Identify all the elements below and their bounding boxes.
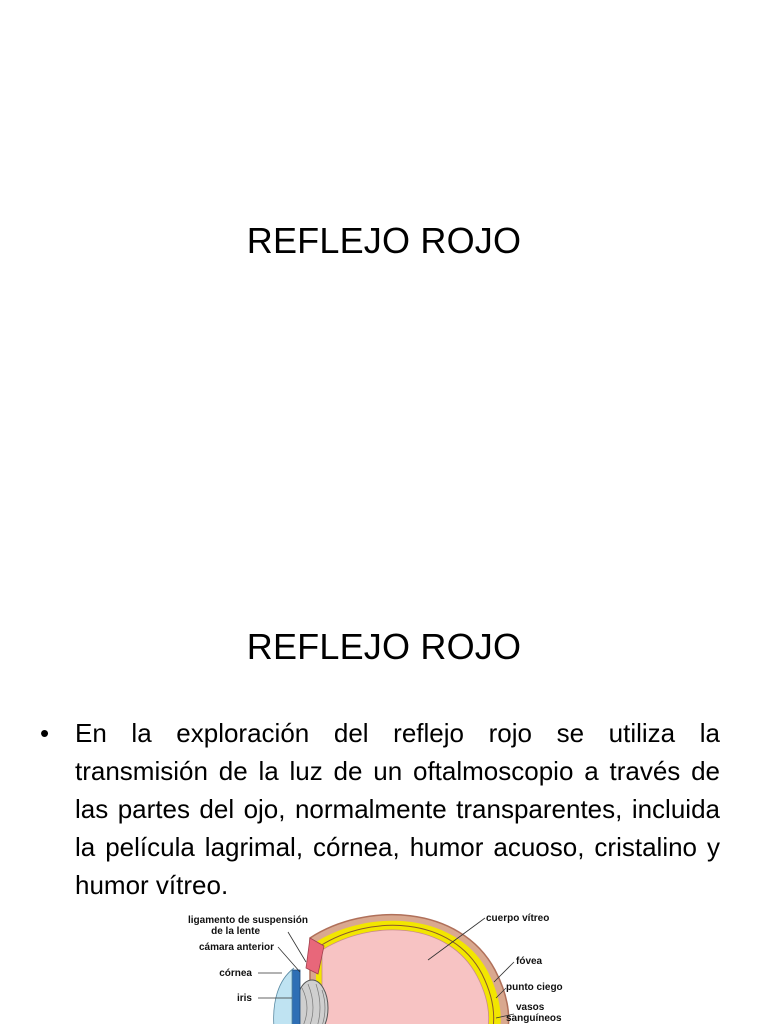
eye-diagram	[160, 910, 600, 1024]
label-cornea: córnea	[219, 968, 252, 979]
eye-iris	[292, 970, 300, 1024]
label-anterior-chamber: cámara anterior	[198, 942, 274, 953]
bullet-list	[40, 714, 720, 904]
bullet-dot: •	[40, 718, 50, 748]
label-vitreous: cuerpo vítreo	[486, 913, 550, 924]
label-ligament-line2: de la lente	[211, 926, 260, 937]
bullet-text: En la exploración del reflejo rojo se utiliza la transmisión de la luz de un oftalmoscopio a través de las partes del ojo, normalmente transparentes, incluida la película lagrimal, córnea, humor acuoso, cristalino y humor vítreo.	[75, 718, 720, 900]
eye-cornea	[274, 968, 294, 1024]
label-fovea: fóvea	[516, 956, 543, 967]
slide-2-title: REFLEJO ROJO	[246, 626, 522, 667]
label-iris: iris	[236, 993, 252, 1004]
label-ligament-line1: ligamento de suspensión	[187, 915, 308, 926]
slide-1-title: REFLEJO ROJO	[246, 220, 522, 261]
slide-2	[0, 576, 768, 1024]
label-vessels-line1: vasos	[516, 1002, 545, 1013]
label-vessels-line2: sanguíneos	[506, 1013, 562, 1024]
label-blind-spot: punto ciego	[506, 982, 563, 993]
bullet-item	[40, 714, 720, 904]
